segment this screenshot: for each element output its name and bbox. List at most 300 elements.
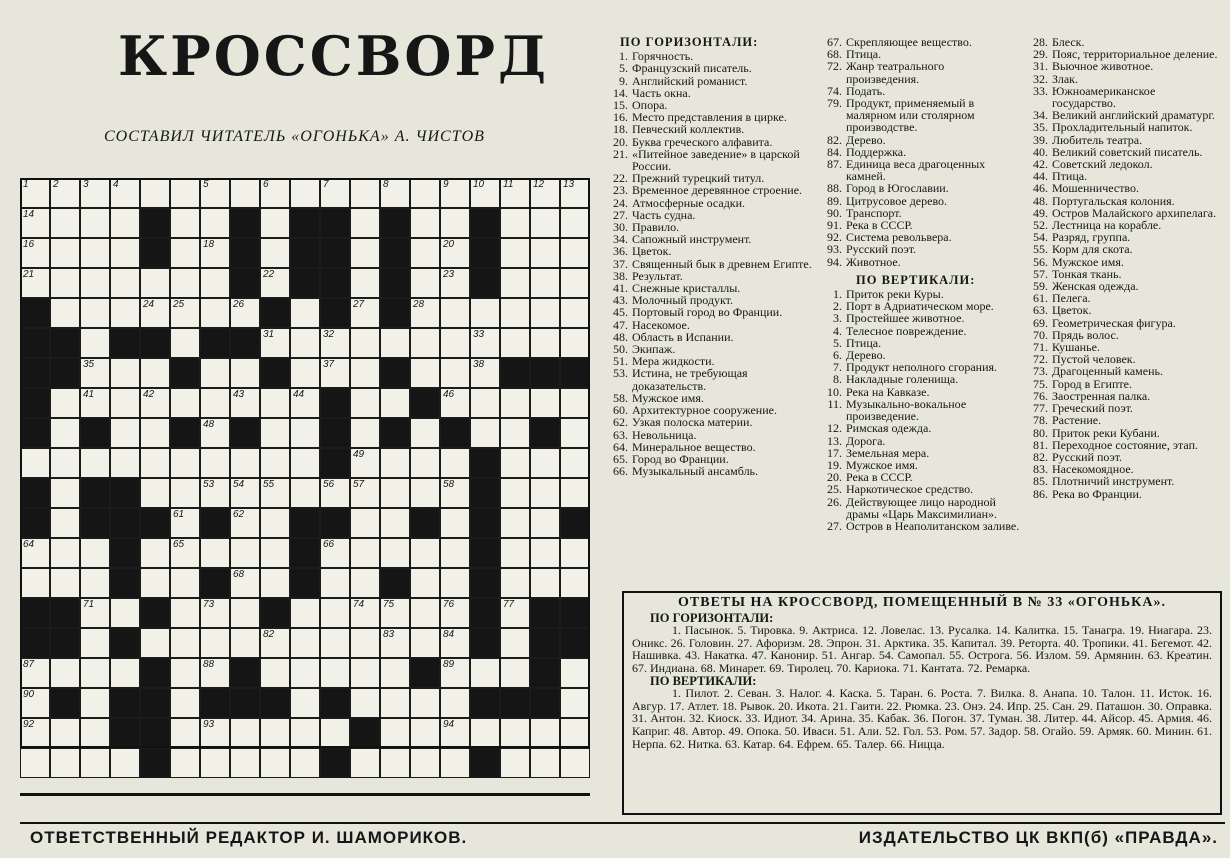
- grid-cell[interactable]: [290, 658, 320, 688]
- clue-number: 5.: [833, 335, 842, 350]
- clue-text: Снежные кристаллы.: [632, 281, 741, 296]
- grid-cell[interactable]: [110, 748, 140, 778]
- clue-text: «Питейное заведение» в царской России.: [632, 146, 800, 174]
- grid-cell[interactable]: [530, 388, 560, 418]
- grid-cell[interactable]: [50, 208, 80, 238]
- grid-cell[interactable]: [500, 748, 530, 778]
- grid-cell[interactable]: [20, 238, 50, 268]
- grid-cell[interactable]: [230, 628, 260, 658]
- grid-cell[interactable]: [410, 238, 440, 268]
- grid-cell[interactable]: [500, 238, 530, 268]
- grid-cell[interactable]: [560, 688, 590, 718]
- grid-cell[interactable]: [260, 628, 290, 658]
- grid-cell[interactable]: [440, 478, 470, 508]
- grid-cell[interactable]: [350, 358, 380, 388]
- grid-cell[interactable]: [170, 238, 200, 268]
- grid-cell[interactable]: [530, 268, 560, 298]
- grid-cell[interactable]: [110, 358, 140, 388]
- grid-cell[interactable]: [440, 688, 470, 718]
- grid-cell[interactable]: [50, 718, 80, 748]
- grid-cell[interactable]: [350, 688, 380, 718]
- grid-cell[interactable]: [110, 418, 140, 448]
- grid-cell[interactable]: [50, 178, 80, 208]
- grid-cell[interactable]: [470, 718, 500, 748]
- grid-cell[interactable]: [440, 328, 470, 358]
- grid-cell[interactable]: [230, 478, 260, 508]
- grid-cell[interactable]: [170, 718, 200, 748]
- answers-across-heading: ПО ГОРИЗОНТАЛИ:: [650, 610, 774, 625]
- grid-cell[interactable]: [140, 388, 170, 418]
- clue-number: 40.: [1033, 144, 1048, 159]
- grid-cell[interactable]: [50, 748, 80, 778]
- grid-cell[interactable]: [170, 268, 200, 298]
- grid-cell[interactable]: [410, 178, 440, 208]
- grid-cell[interactable]: [530, 298, 560, 328]
- grid-cell[interactable]: [170, 328, 200, 358]
- grid-cell[interactable]: [50, 298, 80, 328]
- grid-cell[interactable]: [500, 298, 530, 328]
- grid-cell[interactable]: [440, 568, 470, 598]
- grid-cell[interactable]: [530, 508, 560, 538]
- grid-cell[interactable]: [20, 718, 50, 748]
- grid-cell[interactable]: [290, 328, 320, 358]
- grid-cell[interactable]: [80, 628, 110, 658]
- grid-cell[interactable]: [200, 208, 230, 238]
- grid-cell[interactable]: [170, 628, 200, 658]
- grid-cell[interactable]: [500, 598, 530, 628]
- grid-cell[interactable]: [260, 328, 290, 358]
- grid-cell[interactable]: [410, 208, 440, 238]
- grid-cell[interactable]: [410, 478, 440, 508]
- grid-cell[interactable]: [80, 358, 110, 388]
- grid-cell[interactable]: [320, 358, 350, 388]
- grid-cell[interactable]: [530, 178, 560, 208]
- grid-cell[interactable]: [200, 358, 230, 388]
- grid-cell[interactable]: [80, 448, 110, 478]
- grid-cell[interactable]: [140, 178, 170, 208]
- grid-cell[interactable]: [290, 298, 320, 328]
- grid-cell[interactable]: [410, 628, 440, 658]
- grid-cell[interactable]: [560, 418, 590, 448]
- grid-cell[interactable]: [260, 268, 290, 298]
- grid-cell[interactable]: [350, 538, 380, 568]
- grid-cell[interactable]: [170, 388, 200, 418]
- grid-cell[interactable]: [80, 238, 110, 268]
- grid-cell[interactable]: [380, 658, 410, 688]
- grid-cell[interactable]: [410, 358, 440, 388]
- grid-cell[interactable]: [230, 448, 260, 478]
- grid-cell[interactable]: [470, 328, 500, 358]
- grid-cell[interactable]: [530, 718, 560, 748]
- grid-cell[interactable]: [350, 748, 380, 778]
- grid-cell[interactable]: [530, 208, 560, 238]
- grid-cell[interactable]: [500, 328, 530, 358]
- grid-cell[interactable]: [200, 538, 230, 568]
- grid-cell[interactable]: [80, 688, 110, 718]
- grid-cell[interactable]: [560, 448, 590, 478]
- grid-cell[interactable]: [320, 568, 350, 598]
- black-cell: [530, 658, 560, 688]
- grid-cell[interactable]: [350, 478, 380, 508]
- grid-cell[interactable]: [170, 178, 200, 208]
- grid-cell[interactable]: [200, 718, 230, 748]
- grid-cell[interactable]: [80, 268, 110, 298]
- grid-cell[interactable]: [170, 478, 200, 508]
- grid-cell[interactable]: [80, 598, 110, 628]
- grid-cell[interactable]: [500, 418, 530, 448]
- grid-cell[interactable]: [410, 718, 440, 748]
- grid-cell[interactable]: [290, 628, 320, 658]
- grid-cell[interactable]: [440, 658, 470, 688]
- grid-cell[interactable]: [230, 508, 260, 538]
- grid-cell[interactable]: [380, 538, 410, 568]
- grid-cell[interactable]: [350, 628, 380, 658]
- grid-cell[interactable]: [200, 748, 230, 778]
- grid-cell[interactable]: [440, 178, 470, 208]
- black-cell: [470, 628, 500, 658]
- grid-cell[interactable]: [170, 688, 200, 718]
- grid-cell[interactable]: [380, 628, 410, 658]
- grid-cell[interactable]: [500, 208, 530, 238]
- grid-cell[interactable]: [410, 268, 440, 298]
- grid-cell[interactable]: [230, 718, 260, 748]
- grid-cell[interactable]: [290, 688, 320, 718]
- grid-cell[interactable]: [410, 538, 440, 568]
- grid-cell[interactable]: [50, 238, 80, 268]
- grid-cell[interactable]: [200, 478, 230, 508]
- grid-cell[interactable]: [50, 448, 80, 478]
- grid-cell[interactable]: [500, 448, 530, 478]
- grid-cell[interactable]: [20, 178, 50, 208]
- grid-cell[interactable]: [500, 268, 530, 298]
- clue-number: 19.: [827, 457, 842, 472]
- grid-cell[interactable]: [470, 178, 500, 208]
- grid-cell[interactable]: [440, 598, 470, 628]
- grid-cell[interactable]: [140, 538, 170, 568]
- black-cell: [470, 598, 500, 628]
- grid-cell[interactable]: [260, 478, 290, 508]
- grid-cell[interactable]: [200, 238, 230, 268]
- grid-cell[interactable]: [80, 748, 110, 778]
- clue-item: [1022, 488, 1222, 500]
- grid-cell[interactable]: [290, 388, 320, 418]
- grid-cell[interactable]: [260, 448, 290, 478]
- grid-cell[interactable]: [380, 178, 410, 208]
- grid-cell[interactable]: [50, 568, 80, 598]
- grid-cell[interactable]: [500, 568, 530, 598]
- grid-cell[interactable]: [440, 718, 470, 748]
- grid-cell[interactable]: [110, 598, 140, 628]
- grid-cell[interactable]: [170, 208, 200, 238]
- clue-text: Цветок.: [1052, 303, 1092, 318]
- grid-cell[interactable]: [140, 358, 170, 388]
- grid-cell[interactable]: [110, 208, 140, 238]
- cell-number: 3: [83, 179, 89, 190]
- grid-cell[interactable]: [500, 178, 530, 208]
- grid-cell[interactable]: [440, 628, 470, 658]
- grid-cell[interactable]: [170, 448, 200, 478]
- grid-cell[interactable]: [50, 538, 80, 568]
- grid-cell[interactable]: [560, 748, 590, 778]
- grid-cell[interactable]: [560, 238, 590, 268]
- grid-cell[interactable]: [410, 568, 440, 598]
- grid-cell[interactable]: [410, 598, 440, 628]
- grid-cell[interactable]: [50, 658, 80, 688]
- grid-cell[interactable]: [350, 328, 380, 358]
- grid-cell[interactable]: [290, 178, 320, 208]
- grid-cell[interactable]: [20, 688, 50, 718]
- grid-cell[interactable]: [140, 268, 170, 298]
- grid-cell[interactable]: [320, 658, 350, 688]
- cell-number: 27: [353, 299, 365, 310]
- grid-cell[interactable]: [140, 298, 170, 328]
- grid-cell[interactable]: [260, 718, 290, 748]
- grid-cell[interactable]: [80, 178, 110, 208]
- grid-cell[interactable]: [20, 658, 50, 688]
- grid-cell[interactable]: [440, 238, 470, 268]
- grid-cell[interactable]: [200, 388, 230, 418]
- grid-cell[interactable]: [260, 178, 290, 208]
- grid-cell[interactable]: [290, 718, 320, 748]
- clue-item: [816, 256, 1020, 268]
- grid-cell[interactable]: [110, 658, 140, 688]
- answers-across-text: 1. Пасынок. 5. Тировка. 9. Актриса. 12. Ловелас. 13. Русалка. 14. Калитка. 15. Танагра. 19. Ниагара. 23. Оникс. 26. Головин. 27. Афоризм. 28. Эпрон. 31. Арктика. 35. Капитал. 39. Реторта. 40. Тропики. 41. Бегемот. 42. Нашивка. 43. Накатка. 47. Канонир. 51. Ангар. 54. Самопал. 55. Острога. 56. Излом. 59. Армянин. 63. Креатин. 67. Индиана. 68. Минарет. 69. Тиролец. 70. Кариока. 71. Кантата. 72. Ремарка.: [632, 623, 1212, 675]
- grid-cell[interactable]: [320, 178, 350, 208]
- grid-cell[interactable]: [410, 448, 440, 478]
- grid-cell[interactable]: [350, 448, 380, 478]
- grid-cell[interactable]: [290, 598, 320, 628]
- grid-cell[interactable]: [200, 178, 230, 208]
- grid-cell[interactable]: [380, 748, 410, 778]
- grid-cell[interactable]: [440, 268, 470, 298]
- grid-cell[interactable]: [260, 748, 290, 778]
- grid-cell[interactable]: [230, 598, 260, 628]
- grid-cell[interactable]: [440, 538, 470, 568]
- grid-cell[interactable]: [470, 388, 500, 418]
- grid-cell[interactable]: [260, 658, 290, 688]
- divider: [20, 793, 590, 796]
- grid-cell[interactable]: [110, 388, 140, 418]
- grid-cell[interactable]: [410, 328, 440, 358]
- grid-cell[interactable]: [20, 748, 50, 778]
- grid-cell[interactable]: [410, 688, 440, 718]
- grid-cell[interactable]: [140, 418, 170, 448]
- grid-cell[interactable]: [110, 268, 140, 298]
- grid-cell[interactable]: [350, 418, 380, 448]
- grid-cell[interactable]: [110, 298, 140, 328]
- grid-cell[interactable]: [410, 748, 440, 778]
- cell-number: 36: [173, 359, 185, 370]
- grid-cell[interactable]: [20, 568, 50, 598]
- grid-cell[interactable]: [560, 568, 590, 598]
- grid-cell[interactable]: [50, 508, 80, 538]
- grid-cell[interactable]: [500, 538, 530, 568]
- grid-cell[interactable]: [320, 628, 350, 658]
- grid-cell[interactable]: [350, 508, 380, 538]
- grid-cell[interactable]: [380, 448, 410, 478]
- grid-cell[interactable]: [440, 298, 470, 328]
- grid-cell[interactable]: [200, 658, 230, 688]
- grid-cell[interactable]: [80, 658, 110, 688]
- grid-cell[interactable]: [560, 178, 590, 208]
- grid-cell[interactable]: [20, 268, 50, 298]
- grid-cell[interactable]: [170, 538, 200, 568]
- grid-cell[interactable]: [410, 418, 440, 448]
- grid-cell[interactable]: [260, 508, 290, 538]
- grid-cell[interactable]: [530, 538, 560, 568]
- grid-cell[interactable]: [350, 178, 380, 208]
- grid-cell[interactable]: [20, 208, 50, 238]
- grid-cell[interactable]: [500, 508, 530, 538]
- grid-cell[interactable]: [80, 388, 110, 418]
- grid-cell[interactable]: [170, 658, 200, 688]
- grid-cell[interactable]: [140, 448, 170, 478]
- grid-cell[interactable]: [200, 628, 230, 658]
- grid-cell[interactable]: [200, 268, 230, 298]
- grid-cell[interactable]: [560, 298, 590, 328]
- grid-cell[interactable]: [200, 298, 230, 328]
- grid-cell[interactable]: [320, 328, 350, 358]
- grid-cell[interactable]: [380, 598, 410, 628]
- cell-number: 41: [83, 389, 95, 400]
- grid-cell[interactable]: [320, 538, 350, 568]
- grid-cell[interactable]: [260, 538, 290, 568]
- grid-cell[interactable]: [50, 418, 80, 448]
- grid-cell[interactable]: [200, 448, 230, 478]
- grid-cell[interactable]: [260, 418, 290, 448]
- grid-cell[interactable]: [170, 598, 200, 628]
- grid-cell[interactable]: [530, 478, 560, 508]
- grid-cell[interactable]: [290, 748, 320, 778]
- grid-cell[interactable]: [470, 298, 500, 328]
- grid-cell[interactable]: [230, 298, 260, 328]
- grid-cell[interactable]: [230, 178, 260, 208]
- grid-cell[interactable]: [500, 478, 530, 508]
- grid-cell[interactable]: [290, 418, 320, 448]
- grid-cell[interactable]: [440, 508, 470, 538]
- grid-cell[interactable]: [350, 268, 380, 298]
- grid-cell[interactable]: [380, 718, 410, 748]
- grid-cell[interactable]: [140, 628, 170, 658]
- grid-cell[interactable]: [500, 658, 530, 688]
- clue-text: Лестница на корабле.: [1052, 218, 1162, 233]
- grid-cell[interactable]: [110, 178, 140, 208]
- grid-cell[interactable]: [560, 328, 590, 358]
- grid-cell[interactable]: [110, 448, 140, 478]
- grid-cell[interactable]: [80, 718, 110, 748]
- grid-cell[interactable]: [350, 598, 380, 628]
- grid-cell[interactable]: [260, 388, 290, 418]
- grid-cell[interactable]: [170, 748, 200, 778]
- grid-cell[interactable]: [560, 268, 590, 298]
- grid-cell[interactable]: [20, 448, 50, 478]
- grid-cell[interactable]: [350, 298, 380, 328]
- grid-cell[interactable]: [560, 208, 590, 238]
- grid-cell[interactable]: [470, 418, 500, 448]
- grid-cell[interactable]: [320, 718, 350, 748]
- grid-cell[interactable]: [440, 448, 470, 478]
- grid-cell[interactable]: [290, 358, 320, 388]
- grid-cell[interactable]: [470, 658, 500, 688]
- grid-cell[interactable]: [440, 748, 470, 778]
- grid-cell[interactable]: [80, 538, 110, 568]
- clue-item: [816, 520, 1020, 532]
- grid-cell[interactable]: [290, 448, 320, 478]
- grid-cell[interactable]: [350, 568, 380, 598]
- grid-cell[interactable]: [500, 388, 530, 418]
- grid-cell[interactable]: [140, 478, 170, 508]
- grid-cell[interactable]: [380, 478, 410, 508]
- grid-cell[interactable]: [470, 358, 500, 388]
- grid-cell[interactable]: [110, 238, 140, 268]
- grid-cell[interactable]: [440, 208, 470, 238]
- grid-cell[interactable]: [410, 298, 440, 328]
- grid-cell[interactable]: [350, 388, 380, 418]
- grid-cell[interactable]: [260, 568, 290, 598]
- grid-cell[interactable]: [170, 508, 200, 538]
- grid-cell[interactable]: [440, 358, 470, 388]
- grid-cell[interactable]: [80, 328, 110, 358]
- grid-cell[interactable]: [170, 298, 200, 328]
- grid-cell[interactable]: [350, 658, 380, 688]
- grid-cell[interactable]: [530, 328, 560, 358]
- grid-cell[interactable]: [320, 478, 350, 508]
- grid-cell[interactable]: [560, 388, 590, 418]
- clue-item: [602, 367, 814, 391]
- grid-cell[interactable]: [320, 598, 350, 628]
- grid-cell[interactable]: [80, 298, 110, 328]
- grid-cell[interactable]: [80, 568, 110, 598]
- grid-cell[interactable]: [50, 478, 80, 508]
- grid-cell[interactable]: [440, 388, 470, 418]
- grid-cell[interactable]: [230, 538, 260, 568]
- grid-cell[interactable]: [560, 478, 590, 508]
- clue-number: 80.: [1033, 425, 1048, 440]
- grid-cell[interactable]: [230, 568, 260, 598]
- grid-cell[interactable]: [260, 208, 290, 238]
- grid-cell[interactable]: [500, 718, 530, 748]
- grid-cell[interactable]: [530, 748, 560, 778]
- clue-item: [1022, 365, 1222, 377]
- grid-cell[interactable]: [80, 208, 110, 238]
- grid-cell[interactable]: [20, 538, 50, 568]
- grid-cell[interactable]: [200, 418, 230, 448]
- grid-cell[interactable]: [560, 718, 590, 748]
- grid-cell[interactable]: [530, 568, 560, 598]
- grid-cell[interactable]: [380, 688, 410, 718]
- grid-cell[interactable]: [500, 628, 530, 658]
- grid-cell[interactable]: [140, 568, 170, 598]
- grid-cell[interactable]: [380, 328, 410, 358]
- grid-cell[interactable]: [170, 568, 200, 598]
- grid-cell[interactable]: [560, 538, 590, 568]
- grid-cell[interactable]: [290, 478, 320, 508]
- grid-cell[interactable]: [50, 268, 80, 298]
- grid-cell[interactable]: [350, 208, 380, 238]
- grid-cell[interactable]: [530, 448, 560, 478]
- grid-cell[interactable]: [350, 238, 380, 268]
- grid-cell[interactable]: [560, 658, 590, 688]
- grid-cell[interactable]: [230, 358, 260, 388]
- grid-cell[interactable]: [530, 238, 560, 268]
- grid-cell[interactable]: [200, 598, 230, 628]
- grid-cell[interactable]: [380, 508, 410, 538]
- grid-cell[interactable]: [230, 748, 260, 778]
- grid-cell[interactable]: [380, 388, 410, 418]
- grid-cell[interactable]: [50, 388, 80, 418]
- grid-cell[interactable]: [230, 388, 260, 418]
- grid-cell[interactable]: [260, 238, 290, 268]
